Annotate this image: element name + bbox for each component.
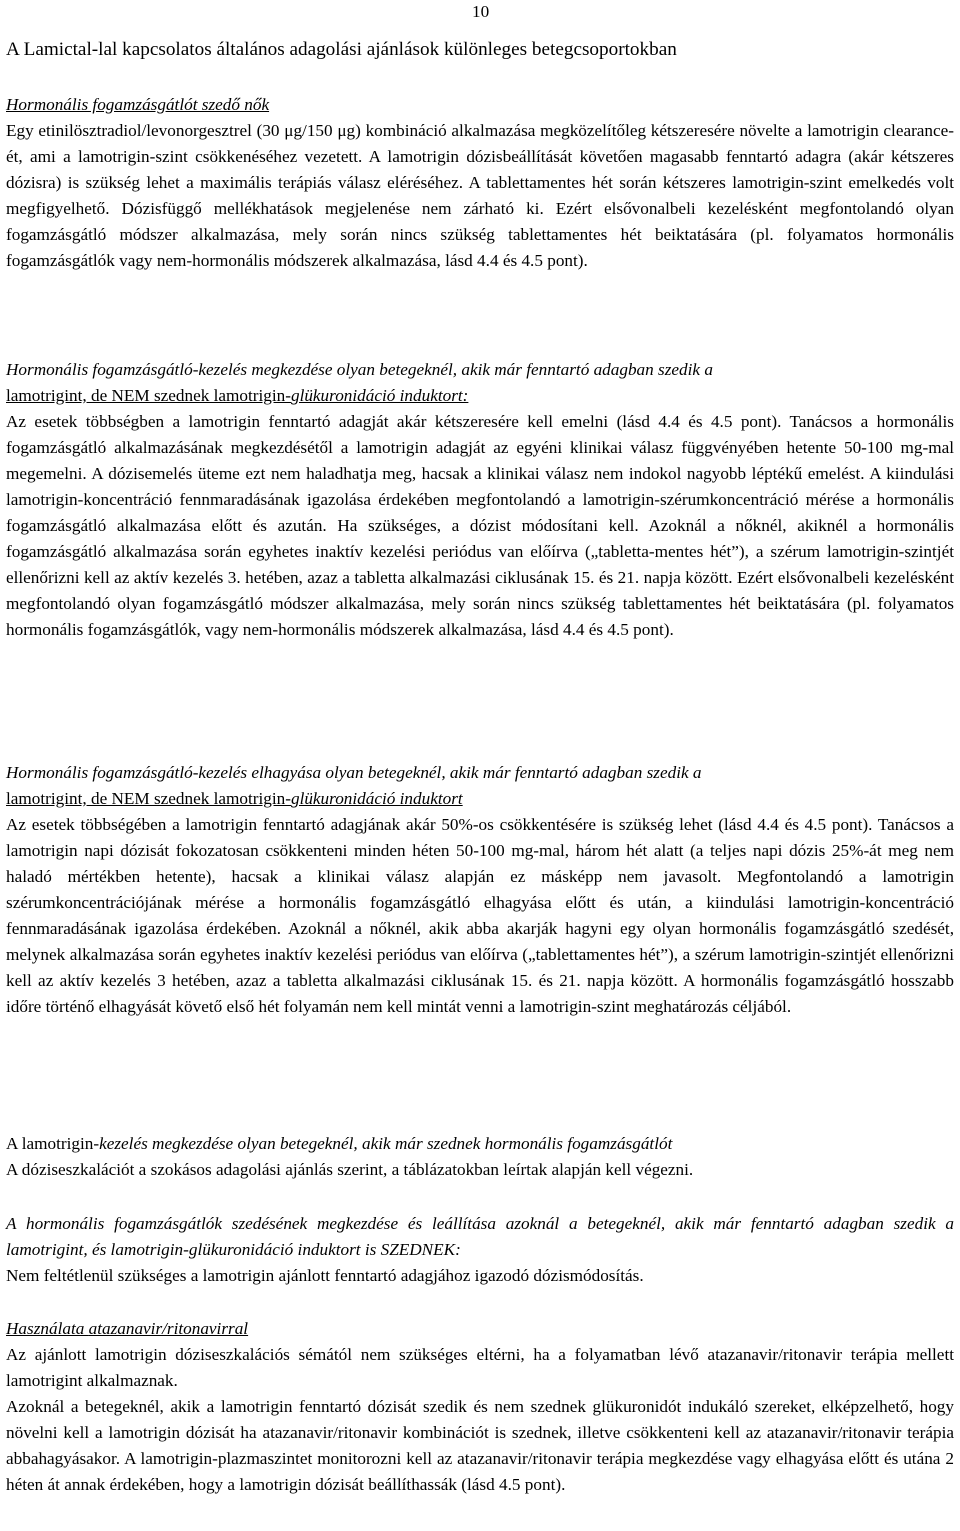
heading-stopping-contraceptive-line2b: glükuronidáció induktort [290,789,463,808]
heading-starting-lamotrigine [6,1131,954,1157]
heading-stopping-contraceptive-line1: Hormonális fogamzásgátló-kezelés elhagyása olyan betegeknél, akik már fenntartó adagban szedik a [6,763,702,782]
paragraph-atazanavir-2: Azoknál a betegeknél, akik a lamotrigin fenntartó dózisát szedik és nem szednek glükuronidót indukáló szereket, elképzelhető, hogy növelni kell a lamotrigin dózisát ha atazanavir/ritonavir kombinációt is szednek, illetve csökkenteni kell az atazanavir/ritonavir terápia abbahagyásakor. A lamotrigin-plazmaszintet monitorozni kell az atazanavir/ritonavir terápia megkezdése vagy elhagyása előtt és utána 2 héten át annak érdekében, hogy a lamotrigin dózisát beállíthassák (lásd 4.5 pont). [6,1397,954,1494]
heading-starting-lamotrigine-a: A lamotrigin- [6,1134,100,1153]
section-atazanavir-ritonavir [6,1316,954,1498]
heading-starting-contraceptive [6,357,954,409]
section-hormonal-contraceptive-users [6,92,954,274]
paragraph-hormonal-users: Egy etinilösztradiol/levonorgesztrel (30 μg/150 μg) kombináció alkalmazása megközelítőleg kétszeresére növelte a lamotrigin clearance-ét, ami a lamotrigin-szint csökkenéséhez vezetett. A lamotrigin dózisbeállítását követően magasabb fenntartó adagra (akár kétszeres dózisra) is szükség lehet a maximális terápiás válasz eléréséhez. A tablettamentes hét során kétszeres lamotrigin-szint emelkedés volt megfigyelhető. Dózisfüggő mellékhatások megjelenése nem zárható ki. Ezért elsővonalbeli kezelésként megfontolandó olyan fogamzásgátló módszer alkalmazása, mely során nincs szükség tablettamentes hét beiktatására (pl. folyamatos hormonális fogamzásgátlók vagy nem-hormonális módszerek alkalmazása, lásd 4.4 és 4.5 pont). [6,121,954,270]
heading-starting-stopping-inducer: A hormonális fogamzásgátlók szedésének megkezdése és leállítása azoknál a betegeknél, akik már fenntartó adagban szedik a lamotrigint, és lamotrigin-glükuronidáció induktort is SZEDNEK: [6,1214,954,1259]
section-starting-stopping-inducer [6,1211,954,1289]
heading-starting-lamotrigine-b: kezelés megkezdése olyan betegeknél, akik már szednek hormonális fogamzásgátlót [99,1134,673,1153]
heading-stopping-contraceptive [6,760,954,812]
heading-hormonal-users-text: Hormonális fogamzásgátlót szedő nők [6,95,270,114]
section-starting-contraceptive [6,357,954,643]
heading-atazanavir-a: Használata [6,1319,89,1338]
heading-stopping-contraceptive-line2a: lamotrigint, de NEM szednek lamotrigin- [6,789,291,808]
heading-atazanavir [6,1316,954,1342]
paragraph-starting-stopping-inducer: Nem feltétlenül szükséges a lamotrigin ajánlott fenntartó adagjához igazodó dózismódosítás. [6,1266,644,1285]
paragraph-starting-contraceptive: Az esetek többségben a lamotrigin fenntartó adagját akár kétszeresére kell emelni (lásd 4.4 és 4.5 pont). Tanácsos a hormonális fogamzásgátló alkalmazásának megkezdésétől a lamotrigin adagját az egyéni klinikai válasz függvényében hetente 50-100 mg-mal megemelni. A dózisemelés üteme ezt nem haladhatja meg, hacsak a klinikai válasz nem indokol nagyobb léptékű emelést. A kiindulási lamotrigin-koncentráció fennmaradásának igazolása érdekében megfontolandó a lamotrigin-szérumkoncentráció mérése a hormonális fogamzásgátló alkalmazása előtt és azután. Ha szükséges, a dózist módosítani kell. Azoknál a nőknél, akiknél a hormonális fogamzásgátló alkalmazása során egyhetes inaktív kezelési periódus van előírva („tabletta-mentes hét”), a szérum lamotrigin-szintjét ellenőrizni kell az aktív kezelés 3. hetében, azaz a tabletta alkalmazási ciklusának 15. és 21. napja között. Ezért elsővonalbeli kezelésként megfontolandó olyan fogamzásgátló módszer alkalmazása, mely során nincs szükség tablettamentes hét beiktatására (pl. folyamatos hormonális fogamzásgátlók, vagy nem-hormonális módszerek alkalmazása, lásd 4.4 és 4.5 pont). [6,412,954,639]
page-number: 10 [472,2,490,21]
section-title: A Lamictal-lal kapcsolatos általános adagolási ajánlások különleges betegcsoportokban [6,39,677,60]
heading-hormonal-users [6,92,954,118]
heading-starting-contraceptive-line2b: glükuronidáció induktort: [290,386,469,405]
heading-starting-contraceptive-line1: Hormonális fogamzásgátló-kezelés megkezdése olyan betegeknél, akik már fenntartó adagban szedik a [6,360,713,379]
paragraph-atazanavir-1: Az ajánlott lamotrigin dóziseszkalációs sémától nem szükséges eltérni, ha a folyamatban lévő atazanavir/ritonavir terápia mellett lamotrigint alkalmaznak. [6,1345,954,1390]
section-starting-lamotrigine [6,1131,954,1183]
paragraph-starting-lamotrigine: A dóziseszkalációt a szokásos adagolási ajánlás szerint, a táblázatokban leírtak alapján kell végezni. [6,1160,694,1179]
paragraph-stopping-contraceptive: Az esetek többségében a lamotrigin fenntartó adagjának akár 50%-os csökkentésére is szükség lehet (lásd 4.4 és 4.5 pont). Tanácsos a lamotrigin napi dózisát fokozatosan csökkenteni minden héten 50-100 mg-mal, három hét alatt (a teljes napi dózis 25%-át meg nem haladó mértékben hetente), hacsak a klinikai válasz alapján ez másképp nem javasolt. Megfontolandó a lamotrigin szérumkoncentrációjának mérése a hormonális fogamzásgátló elhagyása előtt és után, a kiindulási lamotrigin-koncentráció fennmaradásának igazolása érdekében. Azoknál a nőknél, akik abba akarják hagyni egy olyan hormonális fogamzásgátló szedését, melynek alkalmazása során egyhetes inaktív kezelési periódus van előírva („tablettamentes hét”), a szérum lamotrigin-szintjét ellenőrizni kell az aktív kezelés 3 hetében, azaz a tabletta alkalmazási ciklusának 15. és 21. napja között. A hormonális fogamzásgátló hosszabb időre történő elhagyását követő első hét folyamán nem kell mintát venni a lamotrigin-szint meghatározás céljából. [6,815,954,1016]
section-stopping-contraceptive [6,760,954,1020]
heading-atazanavir-b: atazanavir/ritonavirral [88,1319,249,1338]
heading-starting-contraceptive-line2a: lamotrigint, de NEM szednek lamotrigin- [6,386,291,405]
